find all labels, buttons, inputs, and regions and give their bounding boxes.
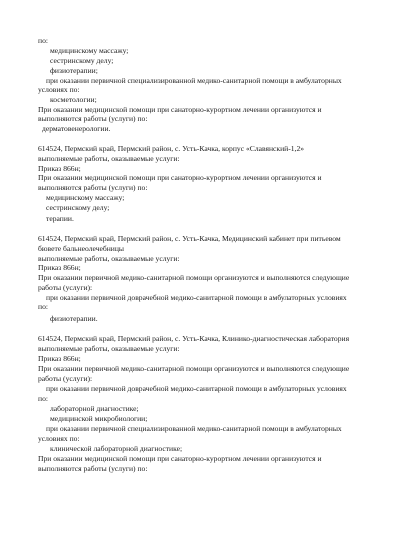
text-line: медицинскому массажу; bbox=[50, 46, 129, 55]
text-line: по: bbox=[38, 302, 48, 311]
text-line: физиотерапии. bbox=[50, 314, 98, 323]
text-line: по: bbox=[38, 394, 48, 403]
text-line: сестринскому делу; bbox=[46, 203, 110, 212]
text-line: косметологии; bbox=[50, 95, 97, 104]
address-line: 614524, Пермский край, Пермский район, с. Усть-Качка, корпус «Славянский-1,2» bbox=[38, 144, 305, 153]
text-line: При оказании медицинской помощи при санаторно-курортном лечении организуются и bbox=[38, 173, 322, 182]
text-line: работы (услуги): bbox=[38, 283, 93, 292]
text-line: выполняемые работы, оказываемые услуги: bbox=[38, 344, 180, 353]
text-line: Приказ 866н; bbox=[38, 164, 81, 173]
text-line: бювете бальнеолечебницы bbox=[38, 244, 125, 253]
text-line: терапии. bbox=[46, 214, 74, 223]
text-line: выполняются работы (услуги) по: bbox=[38, 464, 148, 473]
text-line: по: bbox=[38, 36, 48, 45]
text-line: дерматовенерологии. bbox=[42, 124, 111, 133]
text-line: при оказании первичной доврачебной медико-санитарной помощи в амбулаторных условиях bbox=[46, 384, 347, 393]
text-line: условиях по: bbox=[38, 434, 80, 443]
text-line: Приказ 866н; bbox=[38, 354, 81, 363]
text-line: Приказ 866н; bbox=[38, 263, 81, 272]
address-line: 614524, Пермский край, Пермский район, с. Усть-Качка, Медицинский кабинет при питьевом bbox=[38, 234, 341, 243]
text-line: клинической лабораторной диагностике; bbox=[50, 444, 183, 453]
text-line: при оказании первичной специализированной медико-санитарной помощи в амбулаторных bbox=[46, 76, 342, 85]
text-line: выполняются работы (услуги) по: bbox=[38, 183, 148, 192]
text-line: выполняются работы (услуги) по: bbox=[38, 114, 148, 123]
text-line: сестринскому делу; bbox=[50, 56, 114, 65]
text-line: лабораторной диагностике; bbox=[50, 404, 139, 413]
text-line: При оказании первичной медико-санитарной помощи организуются и выполняются следующие bbox=[38, 364, 350, 373]
text-line: медицинскому массажу; bbox=[46, 193, 125, 202]
text-line: условиях по: bbox=[38, 85, 80, 94]
text-line: при оказании первичной доврачебной медико-санитарной помощи в амбулаторных условиях bbox=[46, 293, 347, 302]
text-line: физиотерапии; bbox=[50, 66, 98, 75]
address-line: 614524, Пермский край, Пермский район, с. Усть-Качка, Клинико-диагностическая лаборатория bbox=[38, 334, 350, 343]
text-line: выполняемые работы, оказываемые услуги: bbox=[38, 154, 180, 163]
text-line: при оказании первичной специализированной медико-санитарной помощи в амбулаторных bbox=[46, 424, 342, 433]
text-line: работы (услуги): bbox=[38, 374, 93, 383]
text-line: При оказании медицинской помощи при санаторно-курортном лечении организуются и bbox=[38, 105, 322, 114]
text-line: медицинской микробиологии; bbox=[50, 414, 148, 423]
text-line: выполняемые работы, оказываемые услуги: bbox=[38, 254, 180, 263]
text-line: При оказании первичной медико-санитарной помощи организуются и выполняются следующие bbox=[38, 273, 350, 282]
text-line: При оказании медицинской помощи при санаторно-курортном лечении организуются и bbox=[38, 454, 322, 463]
